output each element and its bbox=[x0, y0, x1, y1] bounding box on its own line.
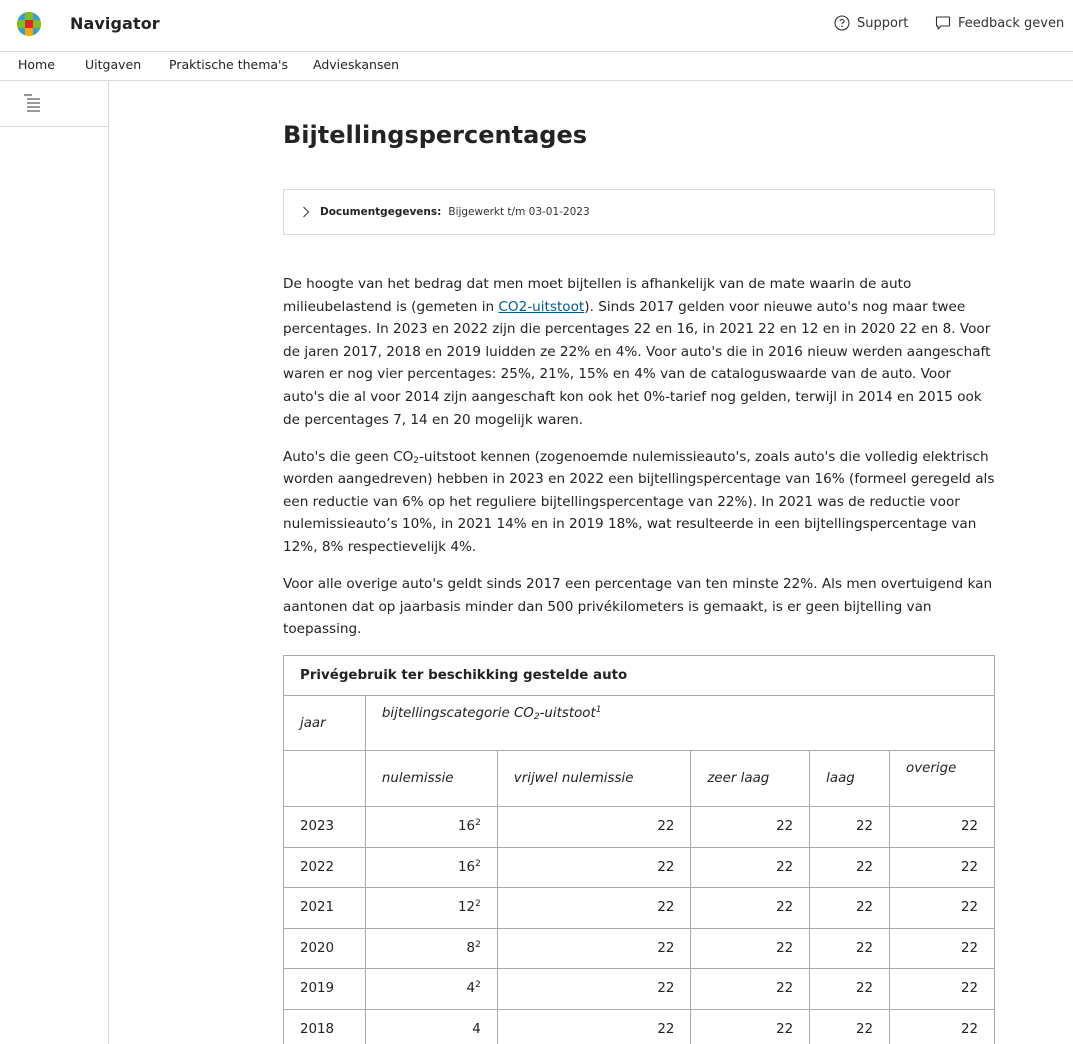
overige-cell: 22 bbox=[890, 969, 995, 1010]
paragraph: De hoogte van het bedrag dat men moet bijtellen is afhankelijk van de mate waarin de auto milieubelastend is (gemeten in CO2-uitstoot). Sinds 2017 gelden voor nieuwe auto's nog maar twee percentages. In 2023 en 2022 zijn die percentages 22 en 16, in 2021 22 en 12 en in 2020 22 en 8. Voor de jaren 2017, 2018 en 2019 luidden ze 22% en 4%. Voor auto's die in 2016 nieuw werden aangeschaft waren er nog vier percentages: 25%, 21%, 15% en 4% van de cataloguswaarde van de auto. Voor auto's die al voor 2014 zijn aangeschaft kon ook het 0%-tarief nog gelden, terwijl in 2014 en 2015 ook de percentages 7, 14 en 20 mogelijk waren. bbox=[283, 276, 991, 428]
page-title: Bijtellingspercentages bbox=[283, 121, 588, 149]
nav-item-praktische-themas[interactable]: Praktische thema's bbox=[169, 57, 289, 72]
document-body bbox=[283, 273, 995, 655]
column-header-year: jaar bbox=[284, 696, 366, 751]
question-circle-icon bbox=[834, 15, 850, 31]
zeer-laag-cell: 22 bbox=[691, 807, 810, 848]
support-label: Support bbox=[857, 15, 909, 31]
vrijwel-cell: 22 bbox=[497, 1009, 691, 1044]
vrijwel-cell: 22 bbox=[497, 807, 691, 848]
support-button[interactable] bbox=[834, 15, 908, 31]
nulemissie-cell: $12^2$ bbox=[365, 888, 497, 929]
chevron-right-icon bbox=[302, 206, 310, 218]
table-row bbox=[284, 888, 995, 929]
column-header-zeer-laag: zeer laag bbox=[691, 751, 810, 807]
overige-cell: 22 bbox=[890, 888, 995, 929]
zeer-laag-cell: 22 bbox=[691, 928, 810, 969]
year-cell: 2019 bbox=[284, 969, 366, 1010]
year-cell: 2023 bbox=[284, 807, 366, 848]
table-row bbox=[284, 1009, 995, 1044]
overige-cell: 22 bbox=[890, 807, 995, 848]
bijtelling-table bbox=[283, 655, 995, 1044]
year-cell: 2018 bbox=[284, 1009, 366, 1044]
co2-uitstoot-link[interactable]: CO2-uitstoot bbox=[498, 298, 585, 315]
laag-cell: 22 bbox=[810, 807, 890, 848]
document-info-toggle[interactable] bbox=[283, 189, 995, 235]
zeer-laag-cell: 22 bbox=[691, 888, 810, 929]
zeer-laag-cell: 22 bbox=[691, 1009, 810, 1044]
table-row bbox=[284, 807, 995, 848]
laag-cell: 22 bbox=[810, 969, 890, 1010]
overige-cell: 22 bbox=[890, 1009, 995, 1044]
nav-item-home[interactable]: Home bbox=[18, 57, 55, 72]
laag-cell: 22 bbox=[810, 928, 890, 969]
top-header bbox=[0, 0, 1073, 52]
nulemissie-cell: $16^2$ bbox=[365, 807, 497, 848]
zeer-laag-cell: 22 bbox=[691, 969, 810, 1010]
left-rail bbox=[0, 81, 109, 1044]
vrijwel-cell: 22 bbox=[497, 888, 691, 929]
nav-item-uitgaven[interactable]: Uitgaven bbox=[85, 57, 142, 72]
vrijwel-cell: 22 bbox=[497, 969, 691, 1010]
table-row bbox=[284, 847, 995, 888]
table-row bbox=[284, 969, 995, 1010]
paragraph: Voor alle overige auto's geldt sinds 2017 een percentage van ten minste 22%. Als men overtuigend kan aantonen dat op jaarbasis minder dan 500 privékilometers is gemaakt, is er geen bijtelling van toepassing. bbox=[283, 576, 993, 638]
year-cell: 2020 bbox=[284, 928, 366, 969]
nulemissie-cell: $4^2$ bbox=[365, 969, 497, 1010]
main-navigation bbox=[0, 52, 1073, 81]
paragraph: Auto's die geen $CO_2$-uitstoot kennen (zogenoemde nulemissieauto's, zoals auto's die volledig elektrisch worden aangedreven) hebben in 2023 en 2022 een bijtellingspercentage van 16% (formeel geregeld als een reductie van 6% op het reguliere bijtellingspercentage van 22%). In 2021 was de reductie voor nulemissieauto’s 10%, in 2021 14% en in 2019 18%, wat resulteerde in een bijtellingspercentage van 12%, 8% respectievelijk 4%. bbox=[283, 448, 995, 556]
column-header-nulemissie: nulemissie bbox=[365, 751, 497, 807]
wolters-kluwer-logo-icon[interactable] bbox=[17, 12, 41, 36]
vrijwel-cell: 22 bbox=[497, 847, 691, 888]
vrijwel-cell: 22 bbox=[497, 928, 691, 969]
column-header-vrijwel-nulemissie: vrijwel nulemissie bbox=[497, 751, 691, 807]
zeer-laag-cell: 22 bbox=[691, 847, 810, 888]
column-group-header: bijtellingscategorie $CO_2-uitstoot^1$ bbox=[365, 696, 994, 751]
table-caption: Privégebruik ter beschikking gestelde auto bbox=[284, 656, 995, 696]
table-row bbox=[284, 928, 995, 969]
overige-cell: 22 bbox=[890, 847, 995, 888]
table-of-contents-icon[interactable] bbox=[22, 93, 42, 117]
column-header-overige: overige bbox=[890, 751, 995, 807]
speech-bubble-icon bbox=[935, 15, 951, 31]
nav-item-advieskansen[interactable]: Advieskansen bbox=[313, 57, 400, 72]
laag-cell: 22 bbox=[810, 888, 890, 929]
overige-cell: 22 bbox=[890, 928, 995, 969]
laag-cell: 22 bbox=[810, 1009, 890, 1044]
nulemissie-cell: $16^2$ bbox=[365, 847, 497, 888]
column-header-laag: laag bbox=[810, 751, 890, 807]
app-title: Navigator bbox=[70, 14, 160, 33]
feedback-button[interactable] bbox=[935, 15, 1064, 31]
rail-toolbar bbox=[0, 81, 108, 127]
document-info-value: Bijgewerkt t/m 03-01-2023 bbox=[448, 206, 590, 218]
nulemissie-cell: $8^2$ bbox=[365, 928, 497, 969]
year-cell: 2021 bbox=[284, 888, 366, 929]
year-cell: 2022 bbox=[284, 847, 366, 888]
header-blank-cell bbox=[284, 751, 366, 807]
document-info-label: Documentgegevens: bbox=[320, 206, 442, 218]
laag-cell: 22 bbox=[810, 847, 890, 888]
feedback-label: Feedback geven bbox=[958, 15, 1065, 31]
nulemissie-cell: 4 bbox=[365, 1009, 497, 1044]
